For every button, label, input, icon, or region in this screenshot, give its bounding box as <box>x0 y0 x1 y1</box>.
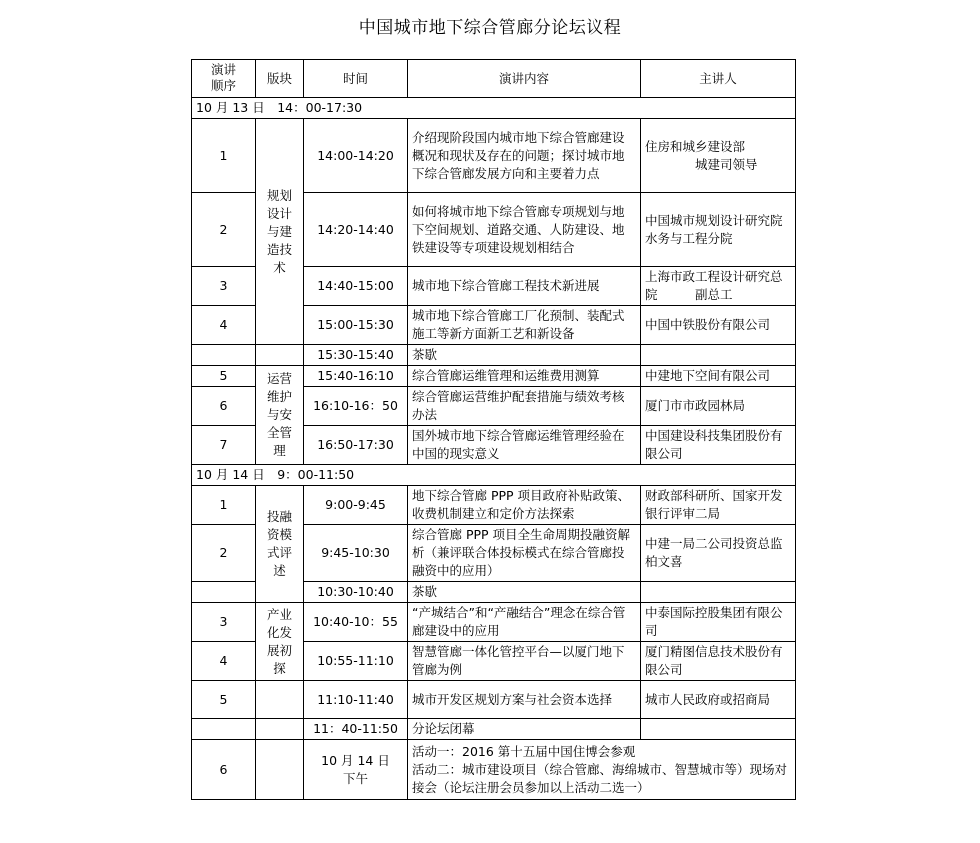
day2-label: 10 月 14 日 9：00-11:50 <box>192 465 796 486</box>
speaker-cell <box>641 582 796 603</box>
content-cell: 城市开发区规划方案与社会资本选择 <box>408 681 641 719</box>
order-cell: 4 <box>192 642 256 681</box>
speaker-cell <box>641 719 796 740</box>
content-cell: 活动一：2016 第十五届中国住博会参观 活动二：城市建设项目（综合管廊、海绵城市、智慧城市等）现场对接会（论坛注册会员参加以上活动二选一） <box>408 740 796 800</box>
order-cell: 1 <box>192 486 256 525</box>
content-cell: 茶歇 <box>408 582 641 603</box>
order-cell: 1 <box>192 119 256 193</box>
order-cell <box>192 345 256 366</box>
agenda-table <box>191 59 796 800</box>
content-cell: 综合管廊运营维护配套措施与绩效考核办法 <box>408 387 641 426</box>
content-cell: 城市地下综合管廊工厂化预制、装配式施工等新方面新工艺和新设备 <box>408 306 641 345</box>
speaker-cell: 住房和城乡建设部 城建司领导 <box>641 119 796 193</box>
speaker-cell: 厦门精图信息技术股份有限公司 <box>641 642 796 681</box>
content-cell: 地下综合管廊 PPP 项目政府补贴政策、收费机制建立和定价方法探索 <box>408 486 641 525</box>
time-cell: 14:40-15:00 <box>304 267 408 306</box>
order-cell: 6 <box>192 387 256 426</box>
content-cell: 综合管廊 PPP 项目全生命周期投融资解析（兼评联合体投标模式在综合管廊投融资中的应用） <box>408 525 641 582</box>
time-cell: 11：40-11:50 <box>304 719 408 740</box>
speaker-cell: 中国中铁股份有限公司 <box>641 306 796 345</box>
time-cell: 15:30-15:40 <box>304 345 408 366</box>
table-row <box>192 740 796 800</box>
table-row <box>192 345 796 366</box>
table-row <box>192 681 796 719</box>
time-cell: 10:40-10：55 <box>304 603 408 642</box>
speaker-cell: 中国建设科技集团股份有限公司 <box>641 426 796 465</box>
page-title: 中国城市地下综合管廊分论坛议程 <box>358 18 622 38</box>
time-cell: 15:00-15:30 <box>304 306 408 345</box>
time-cell: 14:00-14:20 <box>304 119 408 193</box>
time-cell: 9:45-10:30 <box>304 525 408 582</box>
speaker-cell: 中建地下空间有限公司 <box>641 366 796 387</box>
header-speaker: 主讲人 <box>641 60 796 98</box>
time-cell: 9:00-9:45 <box>304 486 408 525</box>
time-cell: 11:10-11:40 <box>304 681 408 719</box>
speaker-cell: 厦门市市政园林局 <box>641 387 796 426</box>
time-cell: 10 月 14 日 下午 <box>304 740 408 800</box>
section-empty <box>256 719 304 740</box>
order-cell <box>192 719 256 740</box>
speaker-cell <box>641 345 796 366</box>
order-cell: 2 <box>192 193 256 267</box>
content-cell: 如何将城市地下综合管廊专项规划与地下空间规划、道路交通、人防建设、地铁建设等专项建设规划相结合 <box>408 193 641 267</box>
time-cell: 16:50-17:30 <box>304 426 408 465</box>
day-row-2 <box>192 465 796 486</box>
order-cell: 7 <box>192 426 256 465</box>
order-cell: 6 <box>192 740 256 800</box>
section-finance: 投融资模式评述 <box>256 486 304 603</box>
header-order: 演讲顺序 <box>192 60 256 98</box>
time-cell: 10:55-11:10 <box>304 642 408 681</box>
header-content: 演讲内容 <box>408 60 641 98</box>
content-cell: 国外城市地下综合管廊运维管理经验在中国的现实意义 <box>408 426 641 465</box>
section-planning: 规划设计与建造技术 <box>256 119 304 345</box>
time-cell: 10:30-10:40 <box>304 582 408 603</box>
content-cell: 城市地下综合管廊工程技术新进展 <box>408 267 641 306</box>
speaker-cell: 上海市政工程设计研究总院 副总工 <box>641 267 796 306</box>
header-row <box>192 60 796 98</box>
order-cell: 4 <box>192 306 256 345</box>
order-cell <box>192 582 256 603</box>
day1-label: 10 月 13 日 14：00-17:30 <box>192 98 796 119</box>
table-row <box>192 719 796 740</box>
content-cell: 分论坛闭幕 <box>408 719 641 740</box>
order-cell: 3 <box>192 267 256 306</box>
day-row-1 <box>192 98 796 119</box>
content-cell: 智慧管廊一体化管控平台—以厦门地下管廊为例 <box>408 642 641 681</box>
header-section: 版块 <box>256 60 304 98</box>
section-industry: 产业化发展初探 <box>256 603 304 681</box>
content-cell: 综合管廊运维管理和运维费用测算 <box>408 366 641 387</box>
header-time: 时间 <box>304 60 408 98</box>
order-cell: 2 <box>192 525 256 582</box>
table-row <box>192 603 796 642</box>
time-cell: 14:20-14:40 <box>304 193 408 267</box>
order-cell: 5 <box>192 366 256 387</box>
content-cell: “产城结合”和“产融结合”理念在综合管廊建设中的应用 <box>408 603 641 642</box>
speaker-cell: 中国城市规划设计研究院水务与工程分院 <box>641 193 796 267</box>
speaker-cell: 中泰国际控股集团有限公司 <box>641 603 796 642</box>
section-empty <box>256 740 304 800</box>
order-cell: 5 <box>192 681 256 719</box>
time-cell: 16:10-16：50 <box>304 387 408 426</box>
speaker-cell: 中建一局二公司投资总监柏文喜 <box>641 525 796 582</box>
table-row <box>192 486 796 525</box>
time-cell: 15:40-16:10 <box>304 366 408 387</box>
speaker-cell: 城市人民政府或招商局 <box>641 681 796 719</box>
table-row <box>192 119 796 193</box>
section-empty <box>256 681 304 719</box>
content-cell: 介绍现阶段国内城市地下综合管廊建设概况和现状及存在的问题；探讨城市地下综合管廊发展方向和主要着力点 <box>408 119 641 193</box>
order-cell: 3 <box>192 603 256 642</box>
section-empty <box>256 345 304 366</box>
speaker-cell: 财政部科研所、国家开发银行评审二局 <box>641 486 796 525</box>
section-operation: 运营维护与安全管理 <box>256 366 304 465</box>
table-row <box>192 366 796 387</box>
content-cell: 茶歇 <box>408 345 641 366</box>
